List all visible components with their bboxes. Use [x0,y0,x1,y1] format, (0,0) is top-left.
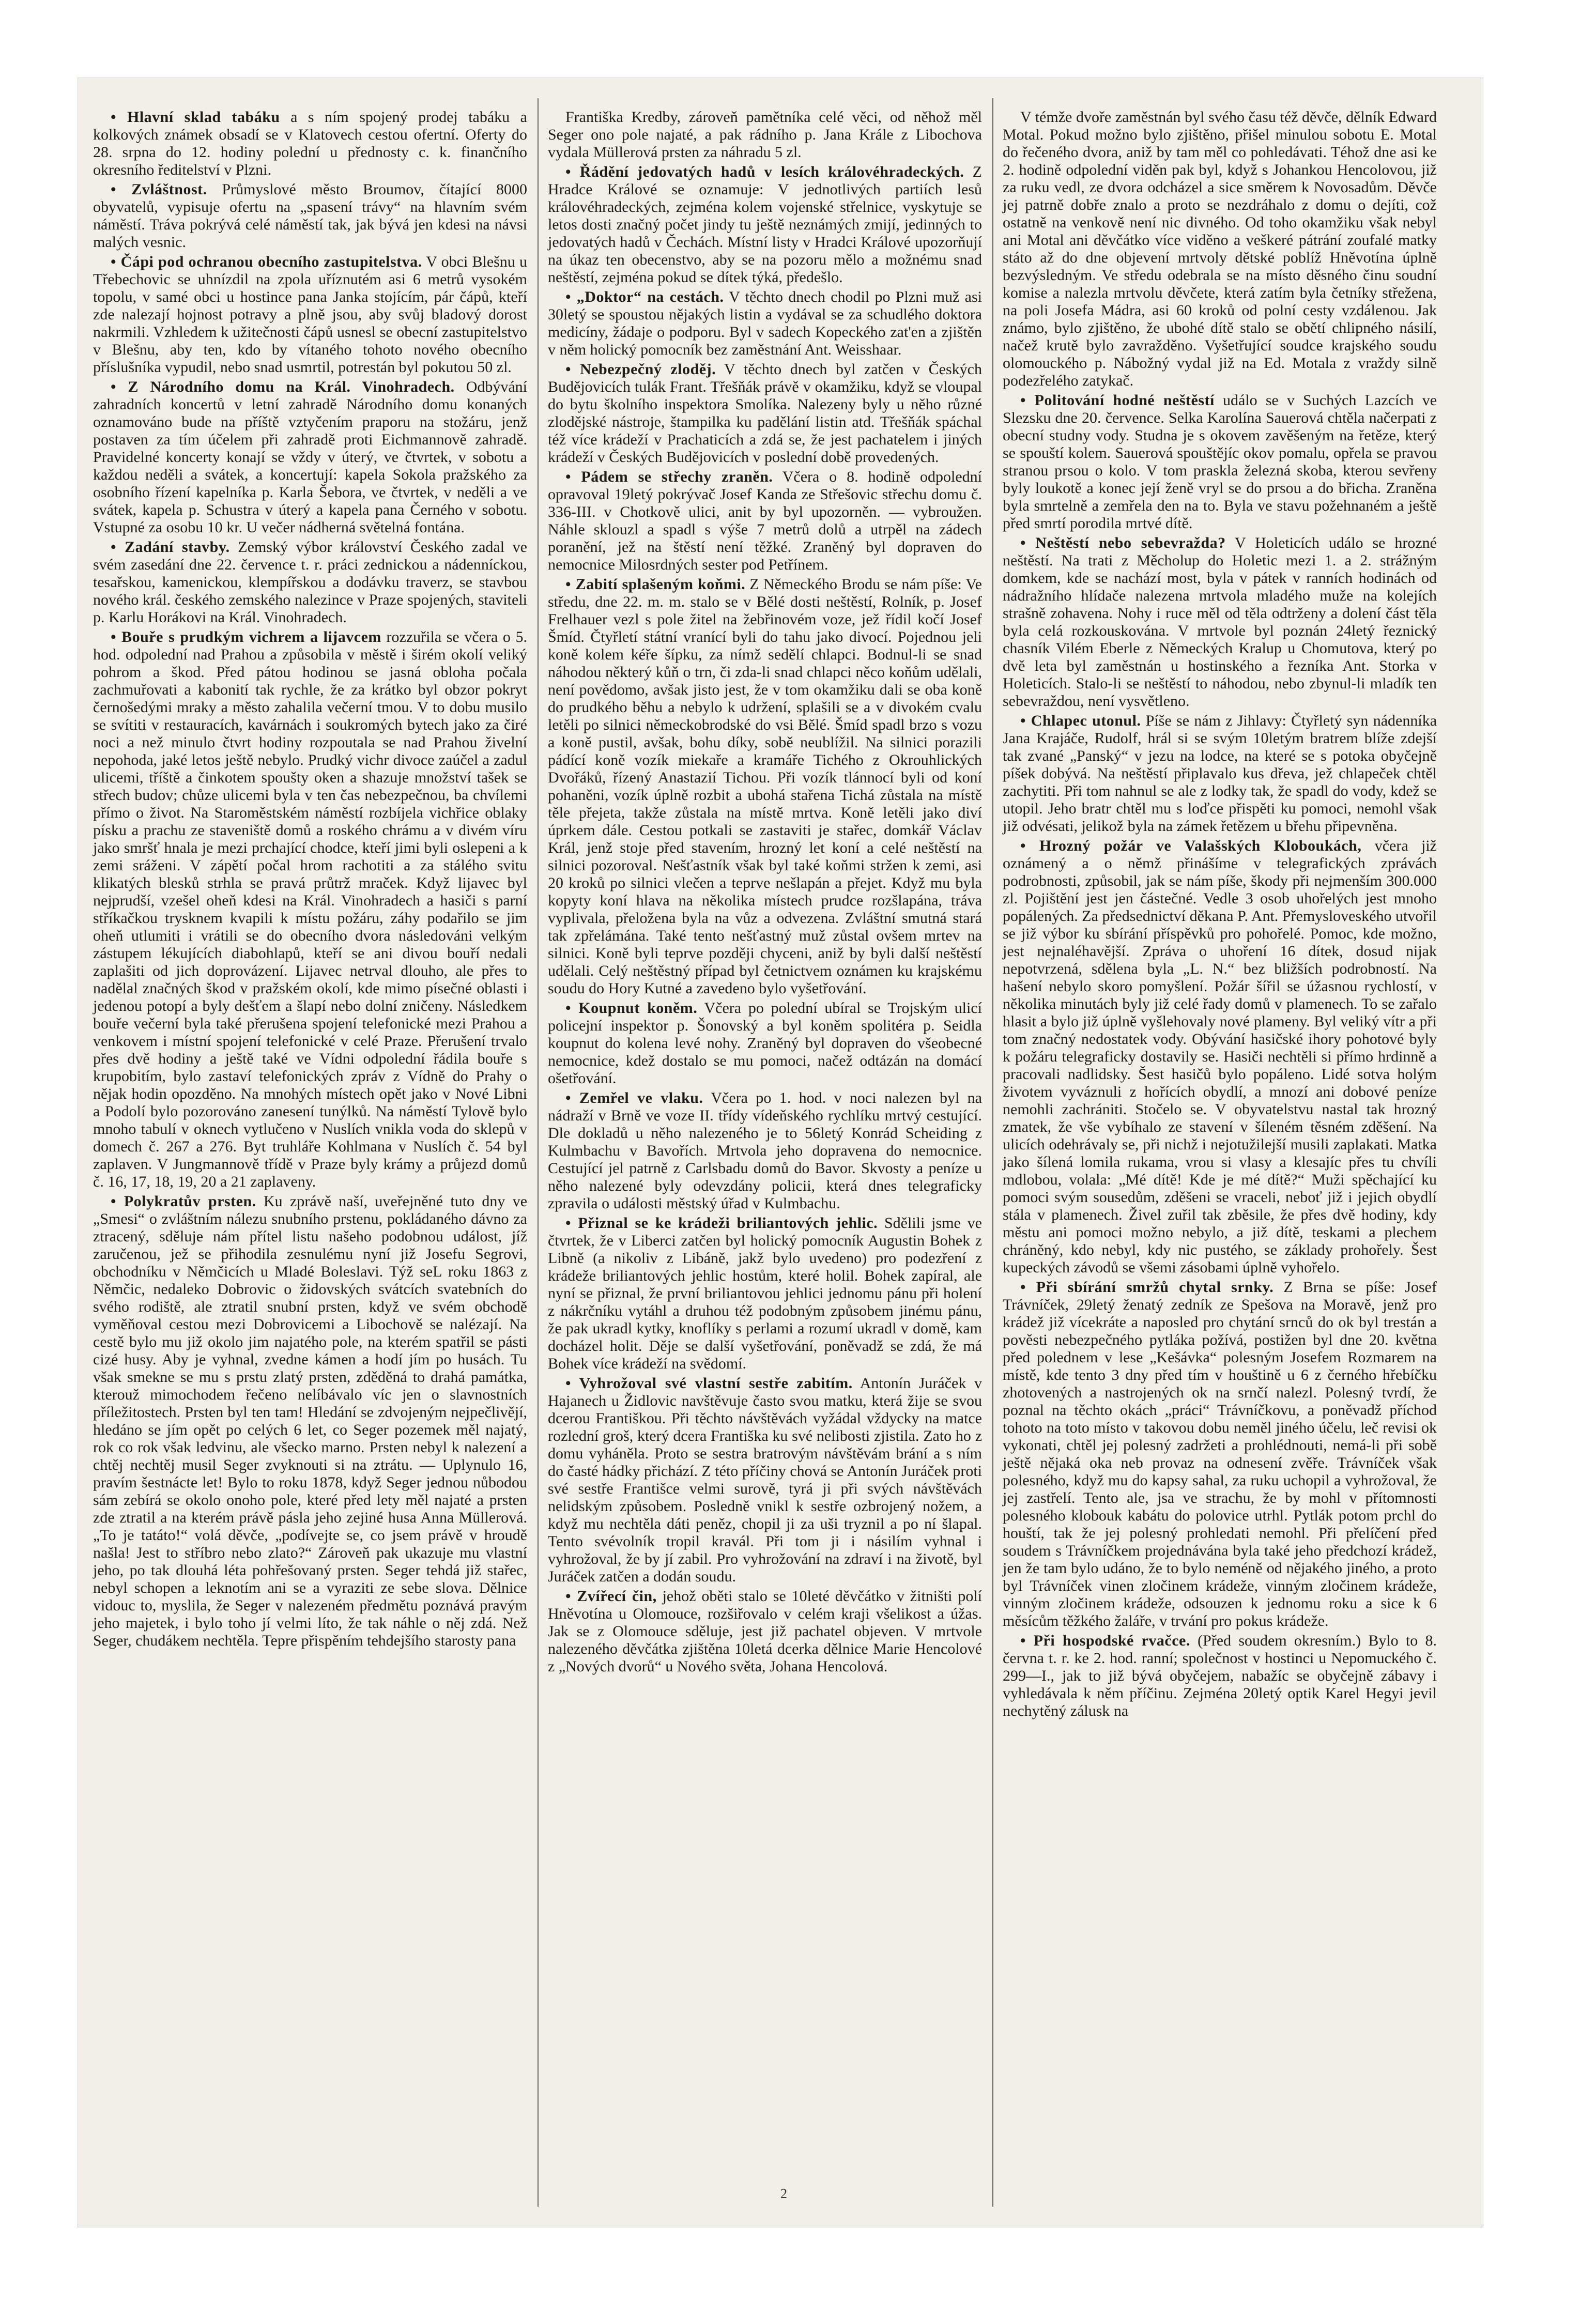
article-body: Odbývání zahradních koncertů v letní zahradě Národního domu konaných oznamováno bude na příště vztyčením praporu na stožáru, jenž postaven za tím účelem při zahradě proti Eichmannově zahradě. Pravidelné koncerty konají se vždy v úterý, ve čtvrtek, v sobotu a každou neděli a svátek, a koncertují: kapela Sokola pražského za osobního řízení kapelníka p. Karla Šebora, ve čtvrtek, v neděli a ve svátek, kapela p. Schustra v úterý a kapela pana Černého v sobotu. Vstupné za osobu 10 kr. U večer nádherná světelná fontána. [93,378,528,536]
article-headline: • Nebezpečný zloděj. [565,361,716,378]
article-body: Sdělili jsme ve čtvrtek, že v Liberci zatčen byl holický pomocník Augustin Bohek z Libně (a nikoliv z Libáně, jakž bylo uvedeno) pro podezření z krádeže briliantových jehlic hostům, které holil. Bohek zapíral, ale nyní se přiznal, že první briliantovou jehlici jednomu pánu při holení z nákrčníku vytáhl a druhou též podobným způsobem jinému pánu, že pak ukradl kytky, knoflíky s perlami a rozumí ukradl v domě, kam docházel holit. Děje se další vyšetřování, poněvadž se zdá, že má Bohek více krádeží na svědomí. [548,1215,982,1372]
article [1003,837,1437,1277]
article-body: a s ním spojený prodej tabáku a kolkových známek obsadí se v Klatovech cestou ofertní. Oferty do 28. srpna do 12. hodiny polední u přednosty c. k. finančního okresního ředitelství v Plzni. [93,109,527,178]
article-headline: • Politování hodné neštěstí [1020,392,1215,409]
article-body: Píše se nám z Jihlavy: Čtyřletý syn nádenníka Jana Krajáče, Rudolf, hrál si se svým 10letým bratrem blíže zdejší tak zvané „Panský“ v jezu na lodce, na které se s potoka obyčejně píšek dobývá. Na neštěstí připlavalo kus dřeva, jež chlapeček chtěl zachytiti. Při tom nahnul se ale z lodky tak, že spadl do vody, kdež se utopil. Jeho bratr chtěl mu s loďce přispěti ku pomoci, nemohl však již odvésati, jelikož byla na zámek řetězem u břehu připevněna. [1003,712,1437,835]
article-paragraph [548,1588,982,1675]
article-paragraph [1003,1279,1437,1630]
article-body: V těchto dnech byl zatčen v Českých Budějovicích tulák Frant. Třešňák právě v okamžiku, když se vloupal do bytu školního inspektora Smolíka. Nalezeny byly u něho různé zlodějské nástroje, štampilka ku padělání listin atd. Třešňák spáchal též více krádeží v Prachaticích a zdá se, že jest pachatelem i jiných krádeží v Českých Budějovicích v poslední době provedených. [548,361,982,466]
article-paragraph [1003,392,1437,532]
article [548,1089,982,1212]
article-paragraph [1003,534,1437,710]
article-body: Antonín Juráček v Hajanech u Židlovic navštěvuje často svou matku, která žije se svou dcerou Františkou. Při těchto návštěvách vyžádal vždycky na matce rozlední groš, který dcera Františka ku své nelibosti zjistila. Zato ho z domu vyháněla. Proto se sestra bratrovým návštěvám brání a s ním do časté hádky přichází. Z této příčiny chová se Antonín Juráček proti své sestře Františce velmi surově, tyrá ji při svých návštěvách nelidským způsobem. Posledně vnikl k sestře ozbrojený nožem, a když mu nechtěla dáti peněz, chopil ji za uši tryznil a po ní šlapal. Tento svévolník tropil kravál. Při tom ji i násilím vyhnal i vyhrožoval, že by jí zabil. Pro vyhrožování na zdraví i na životě, byl Juráček zatčen a dodán soudu. [548,1375,982,1585]
article-headline: • „Doktor“ na cestách. [565,288,724,305]
article-headline: • Hlavní sklad tabáku [111,109,280,126]
article [1003,712,1437,835]
article [93,539,527,626]
article [548,288,982,359]
article-headline: • Koupnut koněm. [565,1000,698,1017]
article-body: jehož oběti stalo se 10leté děvčátko v žitništi polí Hněvotína u Olomouce, rozšiřovalo v celém kraji všelikost a úžas. Jak se z Olomouce sděluje, jest již pachatel objeven. V mrtvole nalezeného děvčátka zjištěna 10letá dcerka dělnice Marie Hencolové z „Nových dvorů“ u Nového světa, Johana Hencolová. [548,1588,983,1675]
article [1003,109,1437,390]
article [548,163,982,286]
article-body: V Holeticích událo se hrozné neštěstí. Na trati z Měcholup do Holetic mezi 1. a 2. strážným domkem, kde se nachází most, byla v pátek v ranních hodinách od nádražního hlídače nalezena mrtvola mladého muže na kolejích strašně zohavena. Nohy i ruce měl od těla odtrženy a dolení část těla byla celá rozkouskována. V mrtvole byl poznán 24letý řeznický chasník Vilém Eberle z Německých Kralup u Chomutova, který po dvě leta byl zaměstnán u hostinského a řezníka Ant. Storka v Holeticích. Stalo-li se neštěstí to náhodou, nebo zbynul-li mladík ten sebevraždou, není vysvětleno. [1003,534,1437,710]
article-headline: • Hrozný požár ve Valašských Kloboukách, [1020,837,1362,854]
article-headline: • Při sbírání smržů chytal srnky. [1020,1279,1274,1296]
article [1003,1279,1437,1630]
article [548,576,982,997]
article-headline: • Zemřel ve vlaku. [565,1089,703,1106]
article-paragraph [1003,837,1437,1277]
article-body: Průmyslové město Broumov, čítající 8000 obyvatelů, vypisuje ofertu na „spasení trávy“ na hlavním svém náměstí. Tráva pokrývá celé náměstí tak, jak bývá jen kdesi na návsi malých vesnic. [93,181,527,251]
article [548,109,982,161]
article-headline: • Při hospodské rvačce. [1020,1632,1190,1649]
article [1003,534,1437,710]
article [548,468,982,574]
article-headline: • Pádem se střechy zraněn. [565,468,773,485]
article-body: V obci Blešnu u Třebechovic se uhnízdil na zpola uříznutém asi 6 metrů vysokém topolu, v samé obci u hostince pana Janka stojícím, pár čápů, kteří zde nalezají hojnost potravy a plně jsou, aby svůj bladový dorost nakrmili. Vzhledem k užitečnosti čápů usnesl se obecní zastupitelstvo v Blešnu, aby ten, kdo by vítaného tohoto nového obecního příslušníka vypudil, nebo snad usmrtil, potrestán byl pokutou 50 zl. [93,253,527,376]
article [93,1193,527,1650]
article-paragraph [548,163,982,286]
article-headline: • Z Národního domu na Král. Vinohradech. [111,378,455,395]
column-rule [538,98,539,2207]
article-body: rozzuřila se včera o 5. hod. odpolední nad Prahou a způsobila v městě i širém okolí veliký pohrom a škod. Před pátou hodinou se jasná obloha počala zachmuřovati a kabonití tak rychle, že za krátko byl obzor pokryt černošedými mraky a město zahalila večerní tmou. V to dobu musilo se svítiti v restauracích, kavárnách i soukromých bytech jako za čiré noci a než minulo čtvrt hodiny rozpoutala se nad Prahou živelní nepohoda, jaké letos ještě nebylo. Prudký vichr divoce zaúčel a zadul ulicemi, tříště a činkotem spoušty oken a shazuje množství tašek se střech budov; chůze ulicemi byla v ten čas nebezpečnou, ba chvílemi přímo o život. Na Staroměstském náměstí rozbíjela vichřice oblaky písku a prachu ze staveniště domů a roského chrámu a v divém víru jako smršť hnala je mezi prchající chodce, kteří jimi byli oslepeni a k zemi sráženi. V zápětí počal hrom rachotiti a za stálého svitu klikatých blesků strhla se pravá průtrž mraček. Když lijavec byl nejprudší, vzešel oheň kdesi na Král. Vinohradech a hasiči s parní stříkačkou trysknem kvapili k místu požáru, záhy podařilo se jim oheň utlumiti i vrátili se do obecního dvora následováni velkým zástupem lékujících diabohlapů, kteří se ani divou bouří nedali zaplašiti od jich doprovázení. Lijavec netrval dlouho, ale přes to nadělal značných škod v pražském okolí, kde mimo písečné oblasti i jedenou potopí a byly dešťem a šlapí nebo dolní zničeny. Následkem bouře večerní byla také přerušena spojení telefonické mezi Prahou a venkovem i místní spojení telefonické v celé Praze. Přerušení trvalo přes dvě hodiny a ještě také ve Vídni odpolední řádila bouře s krupobitím, bylo zastaví telefonických zpráv z Vídně do Prahy o nějak hodin opozděno. Na mnohých místech opět jako v Nové Libni a Podolí bylo pozorováno zanesení tunýlků. Na náměstí Tylově bylo mnoho tabulí v oknech vytlučeno v Nuslích vnikla voda do sklepů v domech č. 267 a 276. Byt truhláře Kohlmana v Nuslích č. 54 byl zaplaven. V Jungmannově třídě v Praze byly krámy a průjezd domů č. 16, 17, 18, 19, 20 a 21 zaplaveny. [93,628,528,1190]
article-body: Z Brna se píše: Josef Trávníček, 29letý ženatý zedník ze Spešova na Moravě, jenž pro krádež již vícekráte a naposled pro chytání srnců do ok byl trestán a pověsti nebezpečného pytláka požívá, postižen byl dne 20. května před polednem v lese „Kešávka“ polesným Josefem Rozmarem na místě, kde tento 3 dny před tím v houštině u 6 z černého hřebíčku zhotovených a nastrojených ok na srnčí nalezl. Polesný tvrdí, že poznal na těchto okách „práci“ Trávníčkovu, a poněvadž příchod tohoto na toto místo v takovou dobu neměl jiného účelu, leč revisi ok vykonati, chtěl jej polesný zadržeti a prohlédnouti, nemá-li při sobě ještě nějaká oka neb provaz na odnesení zvěře. Trávníček však polesného, když mu do kapsy sahal, za ruku uchopil a vyhrožoval, že jej zastřelí. Tento ale, jsa ve strachu, že by mohl v přítomnosti polesného klobouk kabátu do polovice utrhl. Pytlák potom prchl do houští, tak že jej polesný prohledati nemohl. Při přelíčení před soudem s Trávníčkem projednávána byla také jeho předchozí krádež, jen že tam bylo udáno, že to bylo neméně od nějakého jiného, a proto byl Trávníček vinen zločinem krádeže, vinným zločinem krádeže, vinným zločinem krádeže, odsouzen k jednomu roku a sice k 6 měsícům těžkého žaláře, v trvání pro pokus krádeže. [1003,1279,1437,1629]
article-paragraph [93,539,527,626]
article-headline: • Čápi pod ochranou obecního zastupitelstva. [111,253,422,270]
article-headline: • Polykratův prsten. [111,1193,256,1210]
article-paragraph [93,181,527,251]
article-body: V témže dvoře zaměstnán byl svého času též děvče, dělník Edward Motal. Pokud možno bylo zjištěno, přišel minulou sobotu E. Motal do řečeného dvora, aniž by tam měl co pohledávati. Téhož dne asi ke 2. hodině odpolední viděn pak byl, když s Johankou Hencolovou, již za ruku vedl, ze dvora odcházel a sice směrem k Novosadům. Děvče jej patrně dobře znalo a proto se nezdráhalo z domu o dejíti, což ostatně na venkově není nic divného. Od toho okamžiku však nebyl ani Motal ani děvčátko více viděno a veškeré pátrání zoufalé matky státo až do dne objevení mrtvoly dětské poblíž Hněvotína úplně bezvýsledným. Ve středu odebrala se na místo děsného činu soudní komise a nalezla mrtvolu děvčete, která zatím byla četníky střežena, na poli Josefa Mádra, asi 60 kroků od polní cesty vzdálenou. Jak známo, bylo zjištěno, že ubohé dítě stalo se obětí chlipného násilí, načež krutě bylo zavražděno. Vyšetřující soudce krajského soudu olomouckého p. Nábožný vydal již na Ed. Motala z vraždy silně podezřelého zatykač. [1003,109,1437,389]
article-paragraph [548,1089,982,1212]
article-body: událo se v Suchých Lazcích ve Slezsku dne 20. července. Selka Karolína Sauerová chtěla načerpati z obecní studny vody. Studna je s okovem zavěšeným na řetěze, který se spouští kolem. Sauerová spouštějíc okov pomalu, opřela se pravou stranou prsou o kolo. V tom praskla železná skoba, kterou sevřeny byly loukotě a konec její ženě vryl se do prsou a do břicha. Zraněna byla smrtelně a zemřela den na to. Byla ve stavu požehnaném a ještě před smrtí porodila mrtvé dítě. [1003,392,1437,532]
page-mark: 2 [780,2186,787,2201]
article-headline: • Bouře s prudkým vichrem a lijavcem [111,628,381,645]
article [93,181,527,251]
article-paragraph [93,628,527,1191]
article-body: V těchto dnech chodil po Plzni muž asi 30letý se spoustou nějakých listin a vydával se za schudlého doktora medicíny, žádaje o podporu. Byl v sadech Kopeckého zat'en a zjištěn v něm holický pomocník bez zaměstnání Ant. Weisshaar. [548,288,982,358]
article-paragraph [1003,1632,1437,1720]
article-body: včera již oznámený a o němž přinášíme v telegrafických zprávách podrobnosti, způsobil, jak se nám píše, škody při nejmenším 300.000 zl. Pojištění jest jen částečné. Vedle 3 osob uhořelých jest mnoho popálených. Za předsednictví děkana P. Ant. Přemysloveského utvořil se již výbor ku sbírání příspěvků pro pohořelé. Pomoc, kde možno, jest nejnaléhavější. Zpráva o uhoření 16 dítek, dosud nijak nepotvrzená, sdělena byla „L. N.“ bez bližších podrobností. Na hašení nebylo skoro pomyšlení. Požár šířil se úžasnou rychlostí, v několika minutách byly již celé řady domů v plamenech. To se zařalo hlasit a bylo již úplně vyšlehovaly nové plameny. Byl veliký vítr a při tom značný nedostatek vody. Obývání hasičské ihory pohotové byly k požáru telegraficky dostavily se. Hasiči nechtěli si přímo hrdinně a pracovali nadlidsky. Šest hasičů bylo popáleno. Lidé sotva holým životem vyváznuli z hořících obydlí, a mnozí ani dobové peníze nemohli zachrániti. Stočelo se. V obyvatelstvu nastal tak hrozný zmatek, že vše vybíhalo ze stavení v šíleném těsném zděšení. Na ulicích odehrávaly se, při nichž i nejotužilejší musili zaplakati. Matka jako šílená lomila rukama, vrou si vlasy a klesajíc přes tu chvíli mdlobou, volala: „Mé dítě! Kde je mé dítě?“ Muži spěchající ku pomoci svým sousedům, zděšeni se vraceli, neboť již i jejich obydlí stála v plamenech. Živel zuřil tak zběsile, že přes dvě hodiny, kdy městu ani pomoci možno nebylo, a již dítě, teskami a plechem chráněný, kdo nebyl, kdy nic pustého, se základy prohořely. Šest kupeckých závodů se všemi zásobami úplně vyhořelo. [1003,837,1437,1276]
article-paragraph [93,378,527,536]
column-rule [992,98,993,2207]
article [93,253,527,376]
text-column-3 [1003,109,1437,1722]
article [1003,392,1437,532]
article-paragraph [1003,109,1437,390]
article-headline: • Řádění jedovatých hadů v lesích královéhradeckých. [565,163,964,180]
article [93,628,527,1191]
article [548,1215,982,1373]
article-paragraph [548,1000,982,1087]
article [548,361,982,466]
article-body: Františka Kredby, zároveň pamětníka celé věci, od něhož měl Seger ono pole najaté, a pak rádního p. Jana Krále z Libochova vydala Müllerová prsten za náhradu 5 zl. [548,109,982,161]
article-body: Z Německého Brodu se nám píše: Ve středu, dne 22. m. m. stalo se v Bělé dosti neštěstí, Rolník, p. Josef Frelhauer vezl s pole žitel na žebřinovém voze, jež řídil kočí Josef Šmíd. Čtyřletí státní vranící byli do tahu jako divocí. Pojednou jeli koně kolem kéře šípku, za nímž sedělí chlapci. Bodnul-li se snad náhodou některý kůň o trn, či zda-li snad chlapci něco koňům udělali, není povědomo, avšak jisto jest, že v tom okamžiku dali se oba koně do prudkého běhu a nebylo k udržení, splašili se a v divokém cvalu letěli po silnici německobrodské do vsi Bělé. Šmíd spadl brzo s vozu a koně pustil, avšak, bohu díky, sobě neublížil. Na silnici porazili pádící koně vozík miekaře a kramáře Tichého z Okrouhlických Dvořáků, řízený Anastazií Tichou. Při vozík tlánnocí byli od koní pohaněni, vozík úplně rozbit a ubohá stařena Tichá zůstala na místě těle přejeta, takže zůstala na místě mrtva. Koně letěli jako diví úprkem dále. Cestou potkali se zastaviti je stařec, domkář Václav Král, jenž stoje před stavením, hrozný let koní a celé neštěstí na silnici pozoroval. Nešťastník však byl také koňmi stržen k zemi, asi 20 kroků po silnici vlečen a teprve nešlapán a přejet. Když mu byla kopyty koní hlava na několika místech prudce rozšlapána, tráva vyplivala, přeložena byla na vůz a odvezena. Zvláštní smutná stará tak zpřelámána. Také tento nešťastný muž zůstal ovšem mrtev na silnici. Koně byli teprve později chyceni, aniž by byli další neštěstí udělali. Celý neštěstný případ byl četnictvem oznámen ku krajskému soudu do Hory Kutné a zavedeno bylo vyšetřování. [548,576,982,997]
article-headline: • Zadání stavby. [111,539,230,556]
article [93,109,527,179]
article-paragraph [548,576,982,997]
article-paragraph [93,253,527,376]
article-body: Včera po 1. hod. v noci nalezen byl na nádraží v Brně ve voze II. třídy vídeňského rychlíku mrtvý cestující. Dle dokladů u něho nalezeného je to 56letý Konrád Scheiding z Kulmbachu v Bavořích. Mrtvola jeho dopravena do nemocnice. Cestující jel patrně z Carlsbadu domů do Bavor. Skvosty a peníze u něho nalezené byly odevzdány policii, která dnes telegraficky zpravila o události městský úřad v Kulmbachu. [548,1089,982,1212]
article-paragraph [548,288,982,359]
article-headline: • Zvířecí čin, [565,1588,657,1605]
article-body: Včera o 8. hodině odpolední opravoval 19letý pokrývač Josef Kanda ze Střešovic střechu domu č. 336-III. v Chotkově ulici, anit by byl upozorněn. — vybroužen. Náhle sklouzl a spadl s výše 7 metrů dolů a utrpěl na zádech poranění, jež na štěstí není těžké. Zraněný byl dopraven do nemocnice Milosrdných sester pod Petřínem. [548,468,982,573]
article-headline: • Chlapec utonul. [1020,712,1141,729]
article-paragraph [548,1215,982,1373]
article [93,378,527,536]
article-headline: • Zvláštnost. [111,181,207,198]
article-body: Včera po polední ubíral se Trojským ulicí policejní inspektor p. Šonovský a byl koněm spolitéra p. Seidla koupnut do kolena levé nohy. Zraněný byl dopraven do všeobecné nemocnice, kdež dostalo se mu pomoci, načež odtázán na domácí ošetřování. [548,1000,982,1087]
text-column-2 [548,109,982,1678]
article [1003,1632,1437,1720]
article-body: Ku zprávě naší, uveřejněné tuto dny ve „Smesi“ o zvláštním nálezu snubního prstenu, pokládaného dávno za ztracený, sděluje nám přítel listu našeho podobnou událost, jíž zaručenou, jež se přihodila zesnulému nyní již Josefu Segrovi, obchodníku v Němčicích u Mladé Boleslavi. Týž seL roku 1863 z Němčic, nedaleko Dobrovic o židovských svátcích svatebních do svého rodiště, ale ztratil snubní prsten, když ve svém obchodě vyměňoval cestou mezi Dobrovicemi a Libochově se nalézají. Na cestě bylo mu již okolo jim najatého pole, na kterém spatřil se pásti cizé husy. Aby je vyhnal, zvedne kámen a hodí jím po husách. Tu však smekne se mu s prstu zlatý prsten, zděděná to drahá památka, kterouž mimochodem řečeno nelíbávalo víc jen o slavnostních příležitostech. Prsten byl ten tam! Hledání se zdvojeným nejpečlivějí, hledáno se jím opět po celých 6 let, co Seger pozemek měl najatý, rok co rok však ledvinu, ale všecko marno. Prsten nebyl k nalezení a chtěj nechtěj musil Seger zvyknouti si na ztrátu. — Uplynulo 16, pravím šestnácte let! Bylo to roku 1878, když Seger jednou nůbodou sám zebírá se okolo onoho pole, které před lety měl najaté a prsten zde ztratil a na kterém právě pásla jeho zejiné husa Anna Müllerová. „To je tatáto!“ volá děvče, „podívejte se, co jsem právě v hroudě našla! Jest to stříbro nebo zlato?“ Zároveň pak ukazuje mu vlastní jeho, po tak dlouhá léta pohřešovaný prsten. Seger tehdá již stařec, nebyl schopen a leknotím ani se a vyraziti ze sebe slova. Dělnice vidouc to, myslila, že Seger v nalezeném předmětu poznává pravým jeho majetek, i bylo toho jí velmi líto, že tak náhle o něj zdá. Než Seger, chudákem nechtěla. Tepre přispěním tehdejšího starosty pana [93,1193,528,1649]
article [548,1000,982,1087]
article-headline: • Zabití splašeným koňmi. [565,576,746,593]
article-body: Zemský výbor království Českého zadal ve svém zasedání dne 22. července t. r. práci zednickou a nádenníckou, tesařskou, kamenickou, klempířskou a dodávku traverz, se stavbou nového král. českého zemského nalezince v Praze spojených, staviteli p. Karlu Horákovi na Král. Vinohradech. [93,539,527,626]
article-headline: • Neštěstí nebo sebevražda? [1020,534,1226,551]
text-column-1 [93,109,527,1652]
article-paragraph [548,1375,982,1586]
article-paragraph [548,468,982,574]
article [548,1588,982,1675]
article-paragraph [1003,712,1437,835]
article-headline: • Přiznal se ke krádeži briliantových jehlic. [565,1215,878,1232]
article-body: (Před soudem okresním.) Bylo to 8. června t. r. ke 2. hod. ranní; společnost v hostinci u Nepomuckého č. 299—I., jak to již bývá obyčejem, nabažíc se obyčejně zábavy i vyhledávala k něm příčinu. Zejména 20letý optik Karel Hegyi jevil nechytěný zálusk na [1003,1632,1437,1719]
newspaper-page [78,78,1483,2227]
article-paragraph [548,109,982,161]
article-paragraph [93,1193,527,1650]
article-body: Z Hradce Králové se oznamuje: V jednotlivých partiích lesů královéhradeckých, zejména kolem vojenské střelnice, vyskytuje se letos dosti značný počet jindy tu ještě neznámých zmijí, jedinných to jedovatých hadů v Čechách. Místní listy v Hradci Králové upozorňují na úkaz ten obecenstvo, aby se na pozoru mělo a možnému snad neštěstí, zejména pokud se dítek týká, předešlo. [548,163,982,286]
article [548,1375,982,1586]
article-paragraph [93,109,527,179]
article-headline: • Vyhrožoval své vlastní sestře zabitím. [565,1375,853,1392]
article-paragraph [548,361,982,466]
